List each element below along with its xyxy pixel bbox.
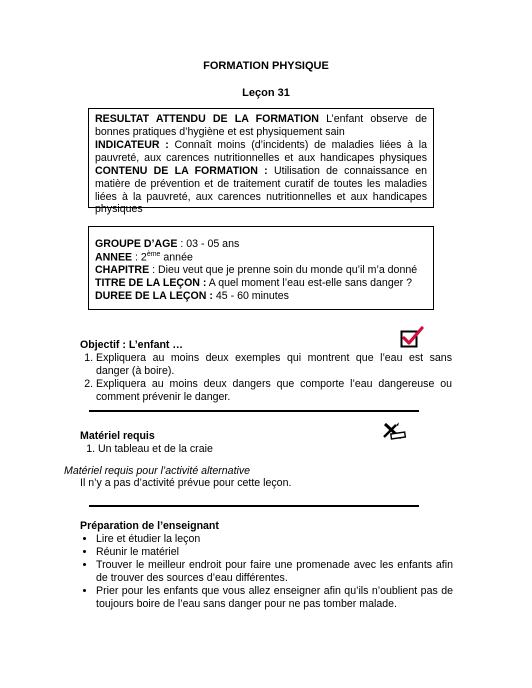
preparation-title: Préparation de l’enseignant (80, 520, 219, 532)
annee-row (95, 251, 427, 264)
alt-material-text: Il n’y a pas d’activité prévue pour cette leçon. (80, 477, 292, 489)
contenu-label: CONTENU DE LA FORMATION : (95, 164, 268, 177)
preparation-item: • Prier pour les enfants que vous allez enseigner afin qu’ils n’oublient pas de toujours boire de l’eau sans danger pour ne pas tomber malade. (96, 585, 453, 611)
groupe-row (95, 238, 427, 251)
indicateur-text: Connaît moins (d’incidents) de maladies liées à la pauvreté, aux carences nutritionnelles et aux handicapes physiques (95, 138, 428, 164)
annee-label: ANNEE (95, 251, 133, 264)
titre-label: TITRE DE LA LEÇON : (95, 277, 207, 290)
objective-list (80, 352, 452, 404)
duree-text: 45 - 60 minutes (212, 290, 289, 303)
chapitre-label: CHAPITRE (95, 264, 150, 277)
contenu-text: Utilisation de connaissance en matière de prévention et de traitement curatif de toutes les maladies liées à la pauvreté, aux carences nutritionnelles et aux handicapes physiques (95, 164, 427, 216)
material-section (80, 430, 380, 456)
pencil-crayon-icon (382, 420, 408, 442)
document-title: FORMATION PHYSIQUE (203, 60, 329, 72)
annee-sup: ème (146, 250, 161, 258)
lesson-info-box (88, 226, 434, 310)
groupe-text: : 03 - 05 ans (177, 238, 240, 250)
indicateur-label: INDICATEUR : (95, 138, 169, 151)
preparation-list (80, 533, 453, 611)
groupe-label: GROUPE D’AGE (95, 238, 178, 250)
alt-material-title: Matériel requis pour l’activité alternative (64, 465, 251, 477)
preparation-item: • Lire et étudier la leçon (96, 533, 453, 546)
preparation-item: • Réunir le matériel (96, 546, 453, 559)
section-divider (89, 410, 419, 412)
titre-text: A quel moment l’eau est-elle sans danger ? (206, 277, 412, 290)
duree-label: DUREE DE LA LEÇON : (95, 290, 213, 303)
objective-item: 1. Expliquera au moins deux exemples qui montrent que l’eau est sans danger (à boire). (96, 352, 452, 378)
resultat-label: RESULTAT ATTENDU DE LA FORMATION (95, 113, 319, 125)
lesson-number: Leçon 31 (242, 87, 290, 99)
resultat-text: L’enfant observe de bonnes pratiques d’hygiène et est physiquement sain (95, 113, 428, 138)
duree-row (95, 290, 427, 303)
objective-title: Objectif : L’enfant … (80, 339, 183, 351)
outcome-box (88, 108, 434, 216)
material-title: Matériel requis (80, 430, 155, 442)
annee-text-post: année (160, 251, 193, 264)
objective-section (80, 339, 452, 404)
material-item: 1. Un tableau et de la craie (98, 443, 380, 456)
preparation-item: • Trouver le meilleur endroit pour faire une promenade avec les enfants afin de trouver des sources d’eau différentes. (96, 559, 453, 585)
material-list (80, 443, 380, 456)
annee-text-pre: : 2 (132, 251, 147, 264)
titre-row (95, 277, 427, 290)
chapitre-text: : Dieu veut que je prenne soin du monde qu’il m’a donné (149, 264, 418, 277)
section-divider (89, 505, 419, 507)
objective-item: 2. Expliquera au moins deux dangers que comporte l’eau dangereuse ou comment prévenir le danger. (96, 378, 452, 404)
preparation-section (80, 520, 453, 610)
chapitre-row (95, 264, 427, 277)
